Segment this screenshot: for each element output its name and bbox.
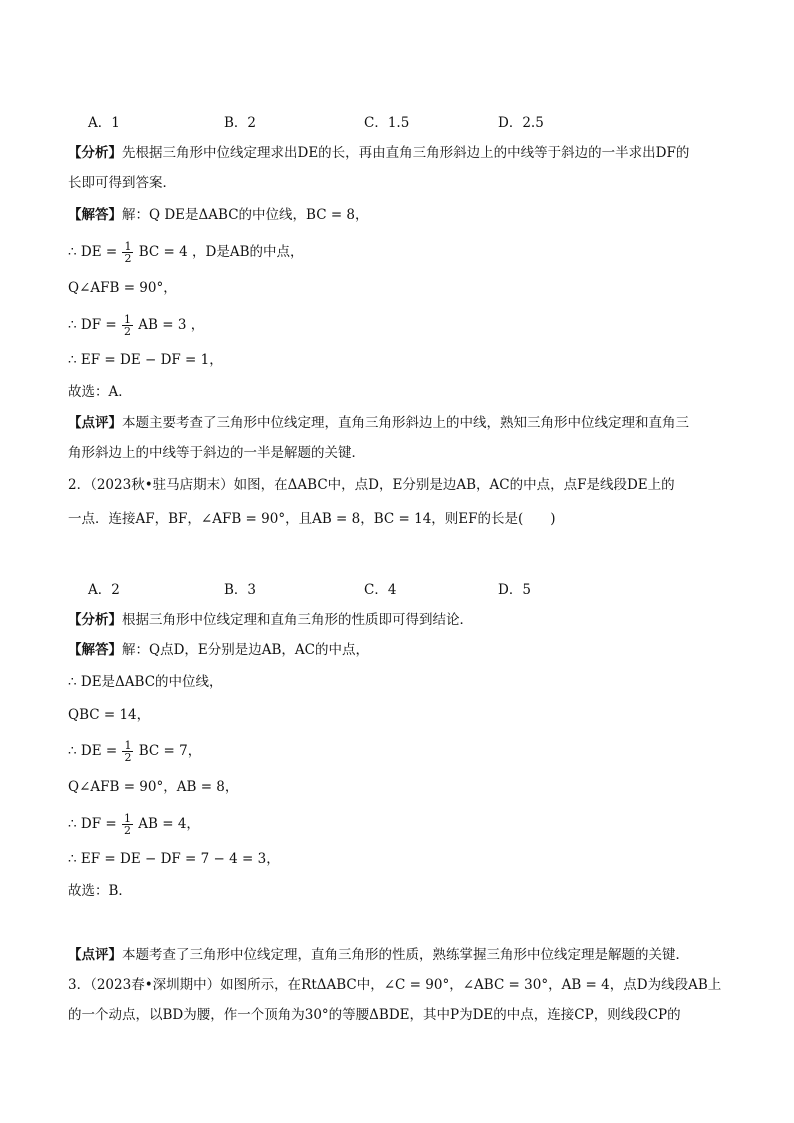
fraction-half xyxy=(122,813,133,836)
q2-answer-line-7: ∴ EF = DE − DF = 7 − 4 = 3， xyxy=(68,851,280,867)
answer-tag: 【解答】 xyxy=(68,207,122,223)
frac-num: 1 xyxy=(124,739,132,752)
q2-answer-line-1 xyxy=(68,640,369,660)
q1-answer-text: 解：Q DE是ΔABC的中位线，BC = 8， xyxy=(122,207,369,223)
q1-choose: 故选：A． xyxy=(68,384,132,400)
frac-den: 2 xyxy=(123,325,131,338)
q2-option-c: C．4 xyxy=(364,582,397,598)
q1-eq-df-left: ∴ DF = xyxy=(68,317,117,333)
q2-eq-df-left: ∴ DF = xyxy=(68,816,117,832)
q1-option-b: B．2 xyxy=(224,115,257,131)
q1-option-d: D．2.5 xyxy=(498,115,544,131)
frac-den: 2 xyxy=(124,252,132,265)
analysis-tag: 【分析】 xyxy=(68,612,122,628)
q1-analysis-text: 先根据三角形中位线定理求出DE的长，再由直角三角形斜边上的中线等于斜边的一半求出DF的 xyxy=(122,145,690,161)
q1-analysis-line-1 xyxy=(68,143,689,163)
q3-stem-line-2: 的一个动点，以BD为腰，作一个顶角为30°的等腰ΔBDE，其中P为DE的中点，连接CP，则线段CP的 xyxy=(68,1007,681,1023)
q2-choose: 故选：B． xyxy=(68,883,132,899)
q1-answer-line-1 xyxy=(68,205,369,225)
q1-option-a: A．1 xyxy=(88,115,120,131)
q2-comment-text: 本题考查了三角形中位线定理，直角三角形的性质，熟练掌握三角形中位线定理是解题的关键． xyxy=(122,947,689,963)
q1-comment-line-1 xyxy=(68,413,689,433)
q1-comment-line-2: 角形斜边上的中线等于斜边的一半是解题的关键． xyxy=(68,445,365,461)
q2-option-a: A．2 xyxy=(88,582,120,598)
q2-answer-line-5: Q∠AFB = 90°，AB = 8， xyxy=(68,779,239,795)
frac-num: 1 xyxy=(123,313,131,326)
q2-stem-line-2: 一点．连接AF，BF，∠AFB = 90°，且AB = 8，BC = 14，则EF的长是( ) xyxy=(68,511,556,527)
q2-eq-de-right: BC = 7， xyxy=(138,743,202,759)
q1-options xyxy=(88,111,708,131)
q2-stem-line-1: 2．（2023秋•驻马店期末）如图，在ΔABC中，点D，E分别是边AB，AC的中点，点F是线段DE上的 xyxy=(68,477,675,493)
frac-den: 2 xyxy=(123,824,131,837)
q1-eq-df-right: AB = 3 ， xyxy=(138,317,205,333)
analysis-tag: 【分析】 xyxy=(68,145,122,161)
q2-analysis-line-1 xyxy=(68,610,473,630)
q1-answer-line-3: Q∠AFB = 90°， xyxy=(68,280,177,296)
q1-eq-de-left: ∴ DE = xyxy=(68,244,118,260)
frac-den: 2 xyxy=(124,751,132,764)
q2-eq-df-right: AB = 4， xyxy=(138,816,200,832)
q1-eq-de-right: BC = 4 ，D是AB的中点， xyxy=(138,244,304,260)
q2-answer-line-6 xyxy=(68,813,200,836)
q2-answer-line-4 xyxy=(68,740,201,763)
answer-tag: 【解答】 xyxy=(68,642,122,658)
q3-stem-line-1: 3．（2023春•深圳期中）如图所示，在RtΔABC中，∠C = 90°，∠ABC = 30°，AB = 4，点D为线段AB上 xyxy=(68,977,722,993)
q2-answer-text: 解：Q点D，E分别是边AB，AC的中点， xyxy=(122,642,369,658)
q1-option-c: C．1.5 xyxy=(364,115,410,131)
q1-analysis-line-2: 长即可得到答案． xyxy=(68,175,176,191)
frac-num: 1 xyxy=(124,240,132,253)
q1-answer-line-2 xyxy=(68,241,304,264)
q2-option-d: D．5 xyxy=(498,582,531,598)
comment-tag: 【点评】 xyxy=(68,947,122,963)
q2-answer-line-2: ∴ DE是ΔABC的中位线， xyxy=(68,674,223,690)
q2-options xyxy=(88,578,708,598)
q1-answer-line-5: ∴ EF = DE − DF = 1， xyxy=(68,352,223,368)
fraction-half xyxy=(122,740,133,763)
q1-comment-text: 本题主要考查了三角形中位线定理，直角三角形斜边上的中线，熟知三角形中位线定理和直角三 xyxy=(122,415,689,431)
q2-option-b: B．3 xyxy=(224,582,257,598)
q2-eq-de-left: ∴ DE = xyxy=(68,743,118,759)
fraction-half xyxy=(122,314,133,337)
q2-answer-line-3: QBC = 14， xyxy=(68,707,151,723)
comment-tag: 【点评】 xyxy=(68,415,122,431)
q2-comment-line-1 xyxy=(68,945,689,965)
q1-answer-line-4 xyxy=(68,314,204,337)
frac-num: 1 xyxy=(123,812,131,825)
fraction-half xyxy=(122,241,133,264)
q2-analysis-text: 根据三角形中位线定理和直角三角形的性质即可得到结论． xyxy=(122,612,473,628)
